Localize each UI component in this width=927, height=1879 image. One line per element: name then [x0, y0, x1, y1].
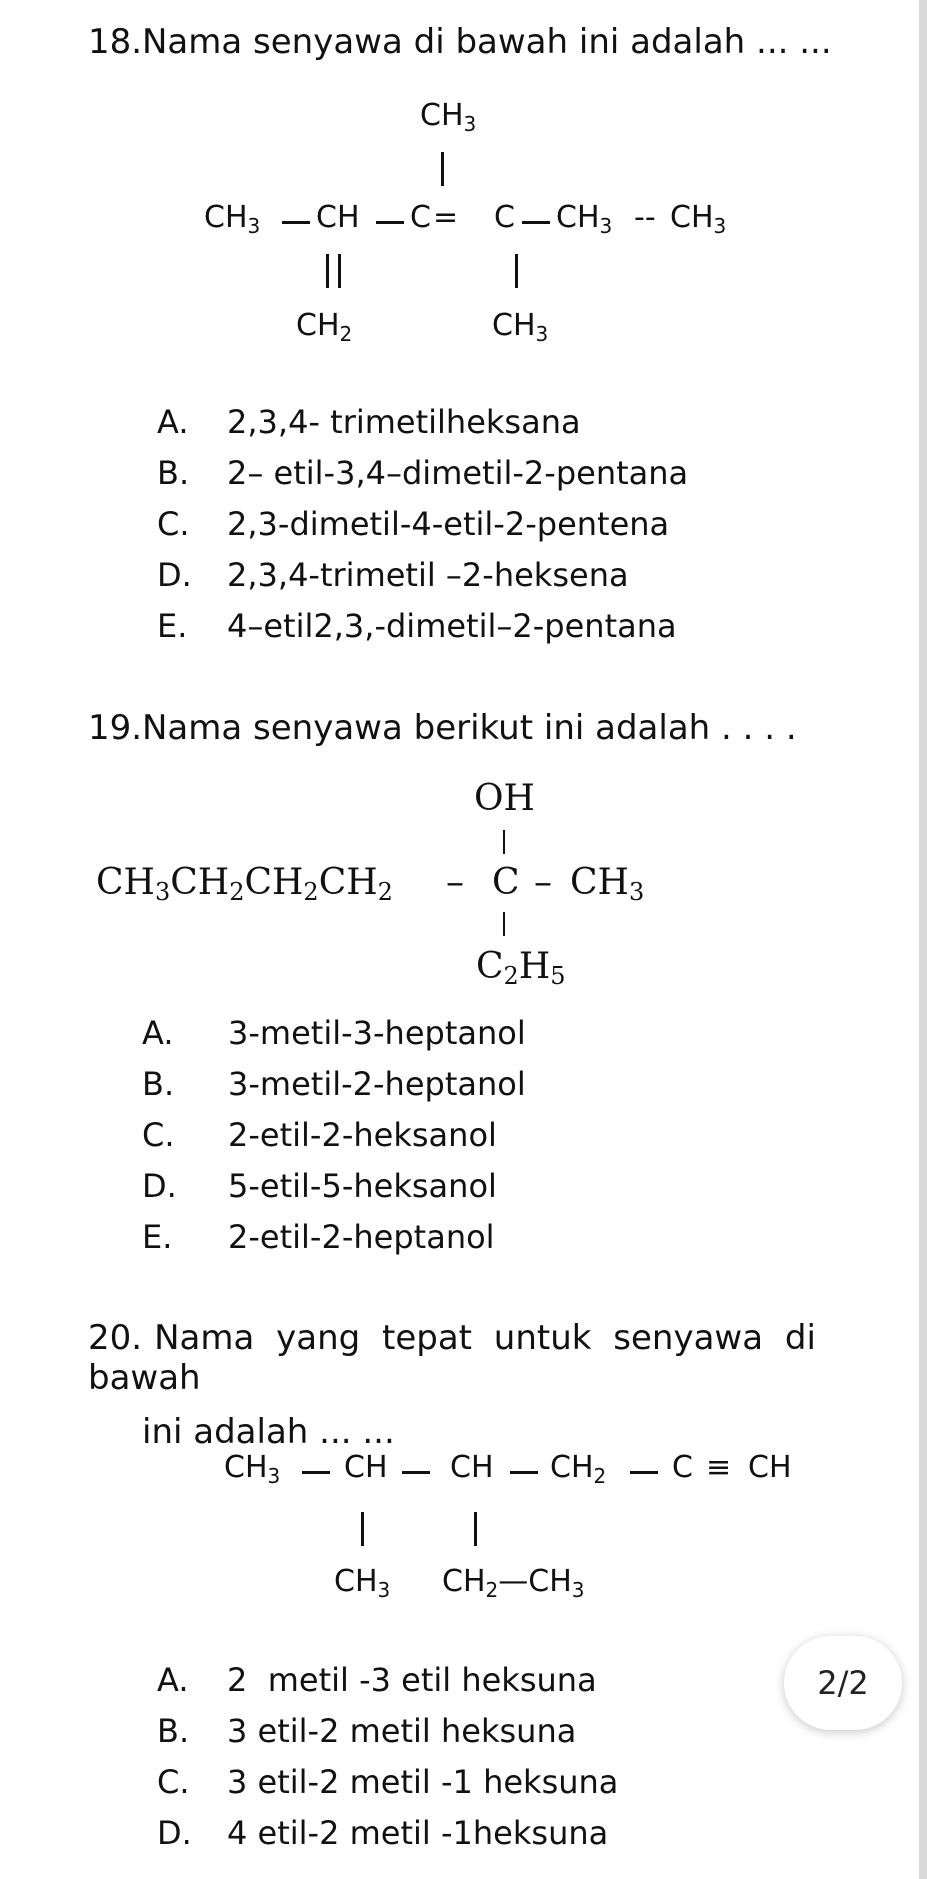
c-1: C: [410, 200, 431, 235]
ch3-top: $CH_3$: [420, 98, 477, 136]
c-2: C: [494, 200, 515, 235]
question-20-title: [88, 1318, 868, 1452]
option-19-c[interactable]: C. 2-etil-2-heksanol: [142, 1116, 497, 1154]
question-18-title: [88, 22, 832, 62]
ch3-left: $CH_3$: [204, 200, 261, 238]
option-18-e[interactable]: E. 4–etil2,3,-dimetil–2-pentana: [157, 607, 677, 645]
option-19-e[interactable]: E. 2-etil-2-heptanol: [142, 1218, 495, 1256]
bond: [302, 1471, 330, 1474]
option-20-d[interactable]: D. 4 etil-2 metil -1heksuna: [157, 1814, 609, 1852]
question-19-title: [88, 708, 797, 748]
bond: [510, 1471, 538, 1474]
option-18-d[interactable]: D. 2,3,4-trimetil –2-heksena: [157, 556, 629, 594]
bond: [376, 221, 404, 224]
bond-dash: –: [446, 862, 464, 903]
bond: [441, 152, 444, 186]
question-number: 20.: [88, 1318, 143, 1358]
question-number: 18.: [88, 22, 143, 62]
methyl-branch: $CH_3$: [334, 1564, 391, 1602]
option-18-c[interactable]: C. 2,3-dimetil-4-etil-2-pentena: [157, 505, 670, 543]
bond: [282, 221, 310, 224]
option-20-b[interactable]: B. 3 etil-2 metil heksuna: [157, 1712, 577, 1750]
double-bond-vertical: [338, 254, 341, 288]
ch-a: CH: [344, 1450, 388, 1485]
ch3-group: $CH_3$: [570, 862, 645, 906]
bond: [402, 1471, 430, 1474]
ethyl-branch: $CH_2—CH_3$: [442, 1564, 585, 1602]
question-text-line2: ini adalah ... ...: [142, 1412, 395, 1452]
option-19-a[interactable]: A. 3-metil-3-heptanol: [142, 1014, 526, 1052]
ch3-start: $CH_3$: [224, 1450, 281, 1488]
central-c: C: [492, 862, 520, 903]
oh-group: OH: [474, 778, 535, 819]
bond: [474, 1512, 477, 1546]
ch3-mid: $CH_3$: [556, 200, 613, 238]
ch3-bottom: $CH_3$: [492, 308, 549, 346]
double-bond-vertical: [326, 254, 329, 288]
ethyl-group: $C_2H_5$: [476, 946, 566, 990]
bond: [522, 221, 550, 224]
triple-bond: ≡: [706, 1450, 732, 1485]
ch2-bottom: $CH_2$: [296, 308, 353, 346]
bond: [515, 254, 518, 288]
c-triple: C: [672, 1450, 693, 1485]
ch-b: CH: [450, 1450, 494, 1485]
ch: CH: [316, 200, 360, 235]
question-text: Nama senyawa berikut ini adalah . . . .: [142, 708, 797, 748]
question-text-line1: Nama yang tepat untuk senyawa di bawah: [88, 1318, 816, 1398]
butyl-chain: $CH_3CH_2CH_2CH_2$: [96, 862, 393, 906]
bond-dash: –: [534, 862, 552, 903]
bond: [630, 1471, 658, 1474]
bond: [361, 1512, 364, 1546]
question-text: Nama senyawa di bawah ini adalah ... ...: [142, 22, 832, 62]
bond: [503, 830, 505, 854]
screen-edge: [919, 0, 927, 1879]
ch3-right: $CH_3$: [670, 200, 727, 238]
option-19-b[interactable]: B. 3-metil-2-heptanol: [142, 1065, 526, 1103]
question-number: 19.: [88, 708, 143, 748]
option-19-d[interactable]: D. 5-etil-5-heksanol: [142, 1167, 497, 1205]
bond: [503, 912, 505, 936]
double-bond: =: [433, 200, 459, 235]
option-18-b[interactable]: B. 2– etil-3,4–dimetil-2-pentana: [157, 454, 689, 492]
option-20-c[interactable]: C. 3 etil-2 metil -1 heksuna: [157, 1763, 619, 1801]
dashed-bond: --: [634, 200, 656, 235]
ch-end: CH: [748, 1450, 792, 1485]
option-18-a[interactable]: A. 2,3,4- trimetilheksana: [157, 403, 581, 441]
option-20-a[interactable]: A. 2 metil -3 etil heksuna: [157, 1661, 597, 1699]
page-indicator: 2/2: [784, 1636, 902, 1730]
ch2: $CH_2$: [550, 1450, 607, 1488]
